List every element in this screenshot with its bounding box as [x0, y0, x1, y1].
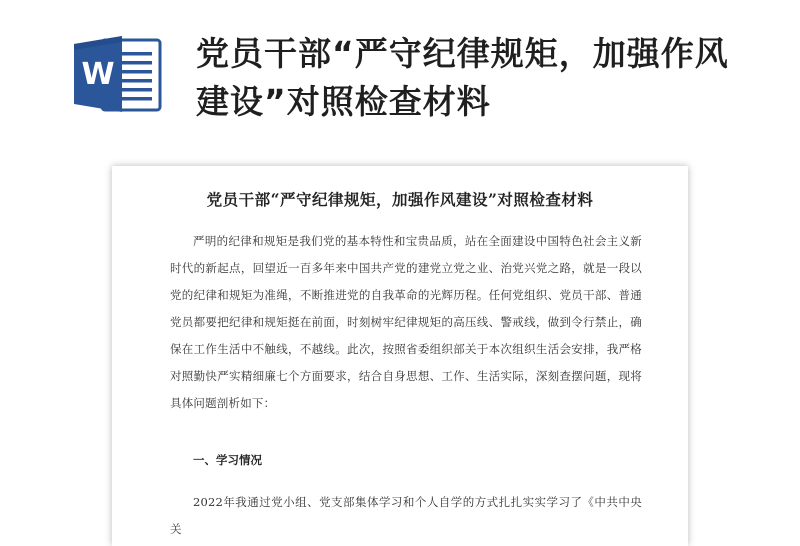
banner [0, 0, 800, 150]
banner-title: 党员干部“严守纪律规矩，加强作风建设”对照检查材料 [196, 34, 729, 121]
section-heading: 一、学习情况 [193, 453, 262, 467]
document-page [112, 166, 688, 546]
intro-paragraph: 严明的纪律和规矩是我们党的基本特性和宝贵品质，站在全面建设中国特色社会主义新时代的新起点，回望近一百多年来中国共产党的建党立党之业、治党兴党之路，就是一段以党的纪律和规矩为准绳，不断推进党的自我革命的光辉历程。任何党组织、党员干部、普通党员都要把纪律和规矩挺在前面，时刻树牢纪律规矩的高压线、警戒线，做到令行禁止，确保在工作生活中不触线，不越线。此次，按照省委组织部关于本次组织生活会安排，我严格对照勤快严实精细廉七个方面要求，结合自身思想、工作、生活实际，深刻查摆问题，现将具体问题剖析如下： [170, 234, 642, 410]
microsoft-word-icon [72, 32, 164, 116]
section-paragraph: 2022年我通过党小组、党支部集体学习和个人自学的方式扎扎实实学习了《中共中央关 [170, 495, 642, 536]
app-letter: W [81, 57, 115, 92]
document-title: 党员干部“严守纪律规矩，加强作风建设”对照检查材料 [206, 190, 594, 209]
